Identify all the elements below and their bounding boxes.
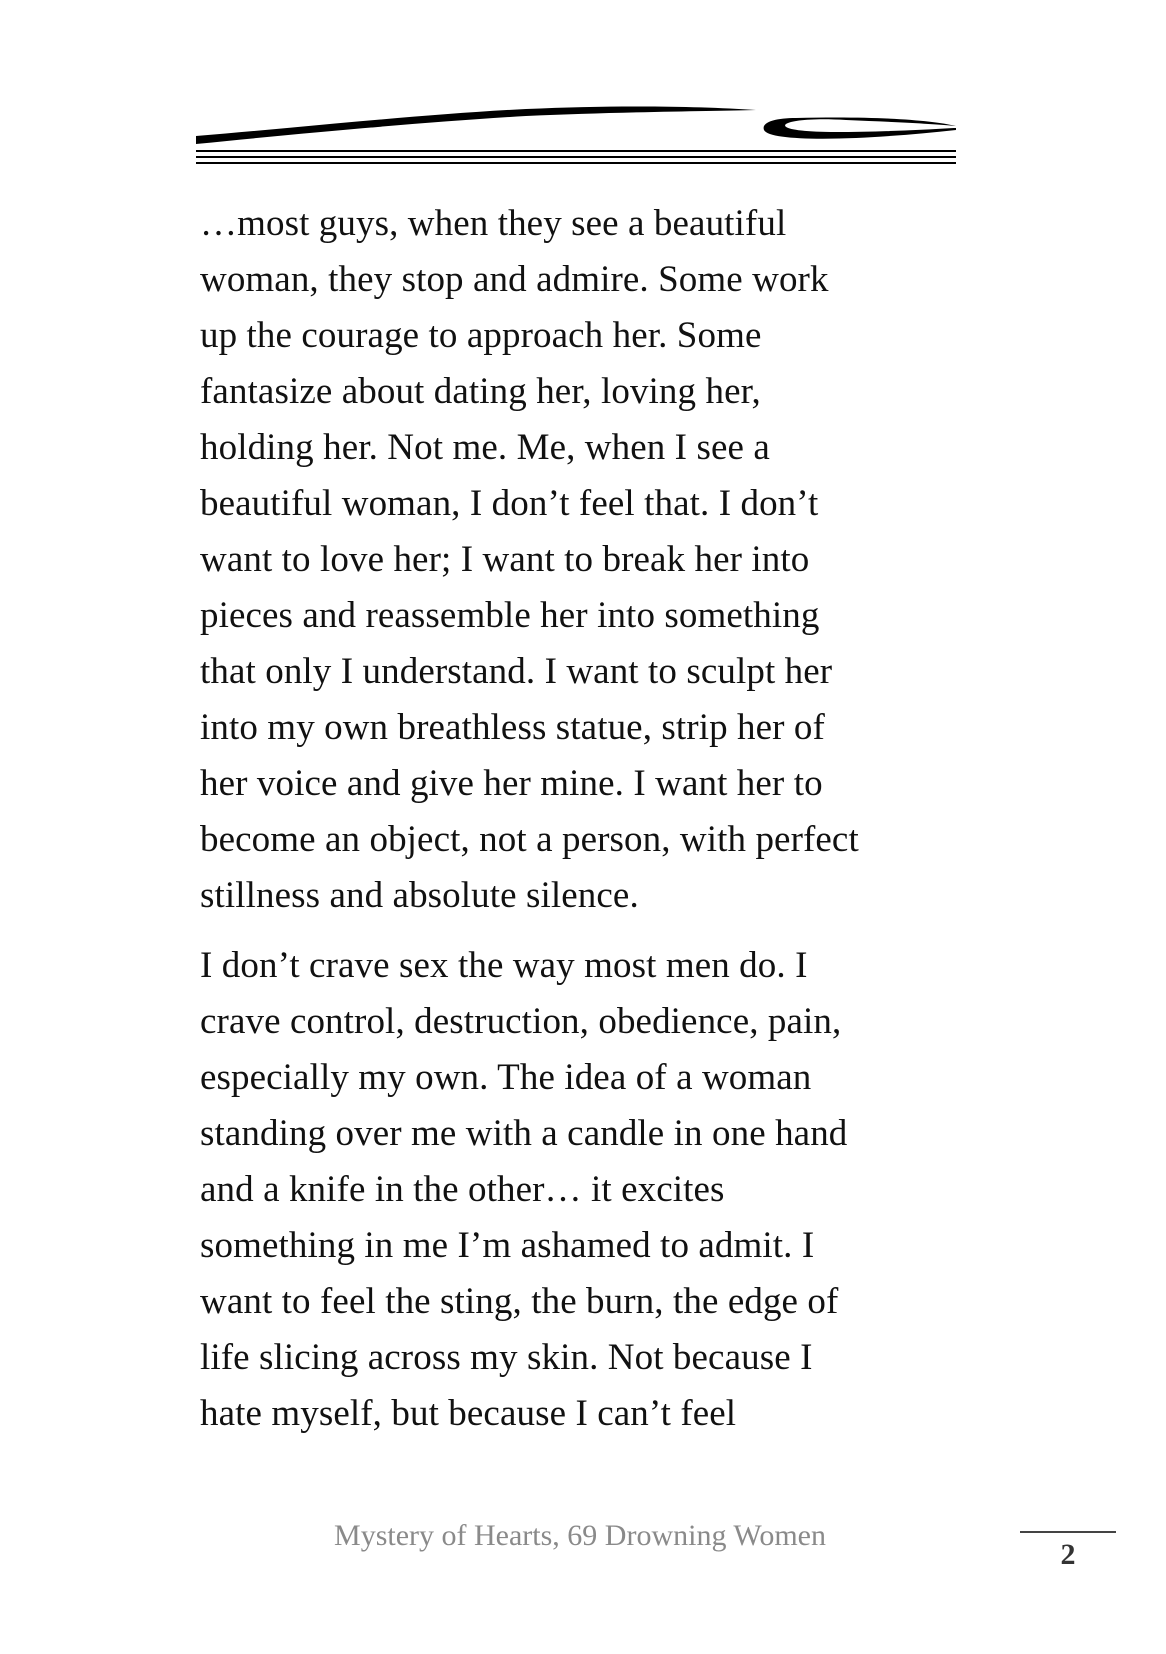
page-body	[200, 196, 960, 1442]
footer-book-title: Mystery of Hearts, 69 Drowning Women	[334, 1519, 826, 1552]
paragraph-1: …most guys, when they see a beautiful woman, they stop and admire. Some work up the courage to approach her. Some fantasize about dating her, loving her, holding her. Not me. Me, when I see a beautiful woman, I don’t feel that. I don’t want to love her; I want to break her into pieces and reassemble her into something that only I understand. I want to sculpt her into my own breathless statue, strip her of her voice and give her mine. I want her to become an object, not a person, with perfect stillness and absolute silence.	[200, 203, 859, 916]
rule-line-3	[196, 162, 956, 164]
swoosh-stroke	[196, 106, 756, 144]
rule-line-2	[196, 156, 956, 158]
rule-line-1	[196, 150, 956, 152]
swoosh-curl	[764, 117, 956, 138]
paragraph-2: I don’t crave sex the way most men do. I crave control, destruction, obedience, pain, especially my own. The idea of a woman standing over me with a candle in one hand and a knife in the other… it excites something in me I’m ashamed to admit. I want to feel the sting, the burn, the edge of life slicing across my skin. Not because I hate myself, but because I can’t feel	[200, 945, 848, 1434]
header-ornament	[196, 100, 956, 180]
page-number: 2	[1060, 1538, 1076, 1571]
